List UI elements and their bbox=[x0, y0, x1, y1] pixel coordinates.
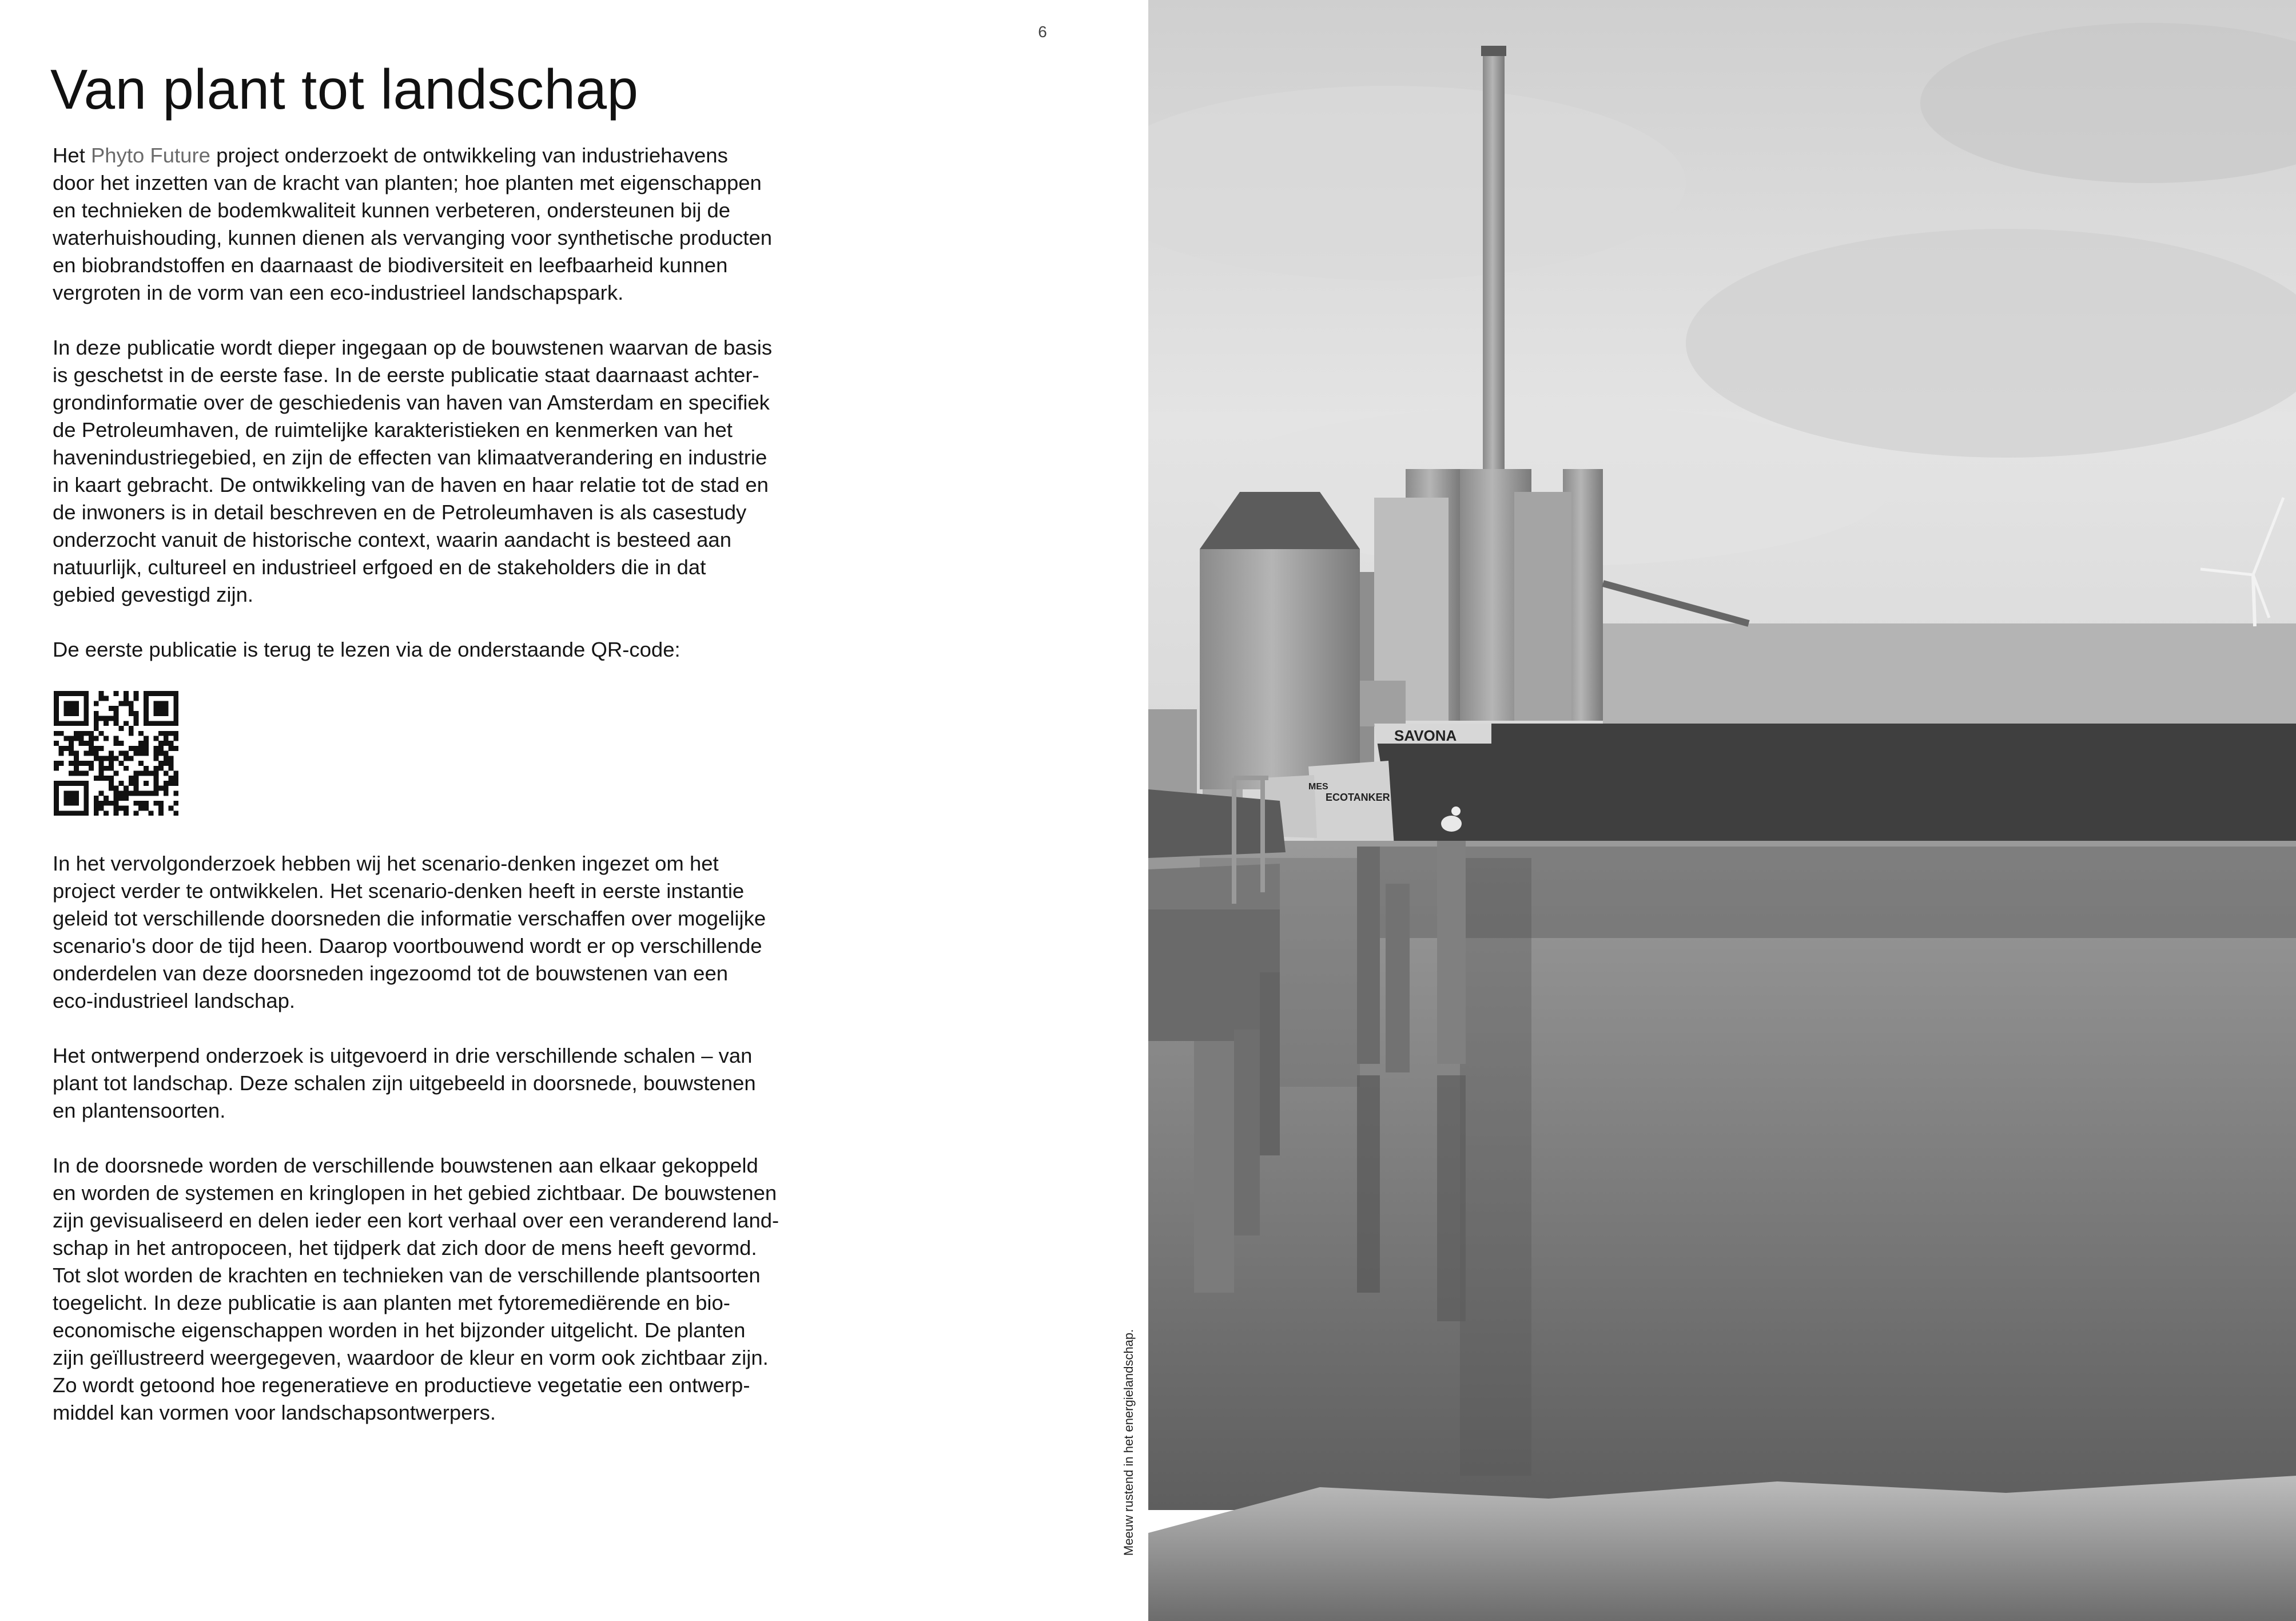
section-paragraph bbox=[53, 1152, 842, 1427]
text-line: project verder te ontwikkelen. Het scenario-denken heeft in eerste instantie bbox=[53, 879, 745, 903]
text-line: In het vervolgonderzoek hebben wij het scenario-denken ingezet om het bbox=[53, 852, 719, 875]
project-name-highlight: Phyto Future bbox=[90, 144, 210, 167]
text-line: Zo wordt getoond hoe regeneratieve en productieve vegetatie een ontwerp- bbox=[53, 1373, 750, 1397]
body-text bbox=[53, 142, 842, 1454]
text-line: havenindustriegebied, en zijn de effecten van klimaatverandering en industrie bbox=[53, 446, 767, 469]
text-line: grondinformatie over de geschiedenis van haven van Amsterdam en specifiek bbox=[53, 391, 770, 414]
text-line: in kaart gebracht. De ontwikkeling van de haven en haar relatie tot de stad en bbox=[53, 473, 769, 496]
intro-paragraph bbox=[53, 142, 842, 307]
text-line: en technieken de bodemkwaliteit kunnen verbeteren, ondersteunen bij de bbox=[53, 198, 731, 222]
text-line: en biobrandstoffen en daarnaast de biodiversiteit en leefbaarheid kunnen bbox=[53, 253, 728, 277]
ship-name-ecotanker: ECOTANKER bbox=[1326, 792, 1390, 803]
text-line: en worden de systemen en kringlopen in het gebied zichtbaar. De bouwstenen bbox=[53, 1181, 777, 1205]
scales-paragraph bbox=[53, 1042, 842, 1125]
qr-intro-paragraph bbox=[53, 636, 842, 664]
background-paragraph bbox=[53, 334, 842, 609]
chimney bbox=[1483, 46, 1505, 480]
tanker-ship bbox=[1263, 724, 2296, 847]
text-line: is geschetst in de eerste fase. In de eerste publicatie staat daarnaast achter- bbox=[53, 363, 759, 387]
text-line: vergroten in de vorm van een eco-industrieel landschapspark. bbox=[53, 281, 624, 304]
text-line: zijn gevisualiseerd en delen ieder een kort verhaal over een veranderend land- bbox=[53, 1209, 779, 1232]
intro-first-line bbox=[53, 142, 842, 169]
text-line: natuurlijk, cultureel en industrieel erfgoed en de stakeholders die in dat bbox=[53, 555, 706, 579]
text-line: de inwoners is in detail beschreven en de Petroleumhaven is als casestudy bbox=[53, 500, 747, 524]
text-line: de Petroleumhaven, de ruimtelijke karakteristieken en kenmerken van het bbox=[53, 418, 733, 442]
page-number: 6 bbox=[1038, 23, 1047, 41]
harbor-photo bbox=[1148, 0, 2296, 1621]
text-line: toegelicht. In deze publicatie is aan planten met fytoremediërende en bio- bbox=[53, 1291, 730, 1314]
text-line: Tot slot worden de krachten en technieken van de verschillende plantsoorten bbox=[53, 1264, 761, 1287]
text-line: In de doorsnede worden de verschillende bouwstenen aan elkaar gekoppeld bbox=[53, 1154, 758, 1177]
text-line: door het inzetten van de kracht van planten; hoe planten met eigenschappen bbox=[53, 171, 762, 194]
text-line: economische eigenschappen worden in het bijzonder uitgelicht. De planten bbox=[53, 1318, 746, 1342]
grass bbox=[1148, 1476, 2296, 1621]
page-title: Van plant tot landschap bbox=[50, 58, 639, 121]
text-line: plant tot landschap. Deze schalen zijn uitgebeeld in doorsnede, bouwstenen bbox=[53, 1071, 756, 1095]
text-line: schap in het antropoceen, het tijdperk dat zich door de mens heeft gevormd. bbox=[53, 1236, 757, 1260]
harbor-photo-illustration bbox=[1148, 0, 2296, 1621]
ship-name-mes: MES bbox=[1308, 782, 1328, 792]
ship-name-savona: SAVONA bbox=[1394, 727, 1457, 744]
text-line: onderdelen van deze doorsneden ingezoomd tot de bouwstenen van een bbox=[53, 962, 729, 985]
text-line: waterhuishouding, kunnen dienen als vervanging voor synthetische producten bbox=[53, 226, 773, 249]
scenario-paragraph bbox=[53, 850, 842, 1015]
text-line: In deze publicatie wordt dieper ingegaan op de bouwstenen waarvan de basis bbox=[53, 336, 773, 359]
text-line: zijn geïllustreerd weergegeven, waardoor de kleur en vorm ook zichtbaar zijn. bbox=[53, 1346, 769, 1369]
qr-intro-text: De eerste publicatie is terug te lezen via de onderstaande QR-code: bbox=[53, 638, 681, 661]
text-line: eco-industrieel landschap. bbox=[53, 989, 296, 1012]
text-line: scenario's door de tijd heen. Daarop voortbouwend wordt er op verschillende bbox=[53, 934, 762, 957]
text-line: geleid tot verschillende doorsneden die informatie verschaffen over mogelijke bbox=[53, 907, 766, 930]
text-line: en plantensoorten. bbox=[53, 1099, 226, 1122]
qr-code[interactable] bbox=[54, 691, 178, 816]
photo-caption: Meeuw rustend in het energielandschap. bbox=[1121, 1329, 1136, 1556]
intro-line1-rest: project onderzoekt de ontwikkeling van industriehavens bbox=[210, 144, 728, 167]
intro-lead: Het bbox=[53, 144, 91, 167]
text-line: Het ontwerpend onderzoek is uitgevoerd in drie verschillende schalen – van bbox=[53, 1044, 753, 1067]
qr-code-graphic bbox=[54, 691, 178, 816]
gull bbox=[1441, 816, 1462, 832]
text-line: gebied gevestigd zijn. bbox=[53, 583, 254, 606]
text-line: middel kan vormen voor landschapsontwerpers. bbox=[53, 1401, 496, 1424]
text-line: onderzocht vanuit de historische context, waarin aandacht is besteed aan bbox=[53, 528, 731, 551]
concrete-silo bbox=[1200, 492, 1374, 789]
